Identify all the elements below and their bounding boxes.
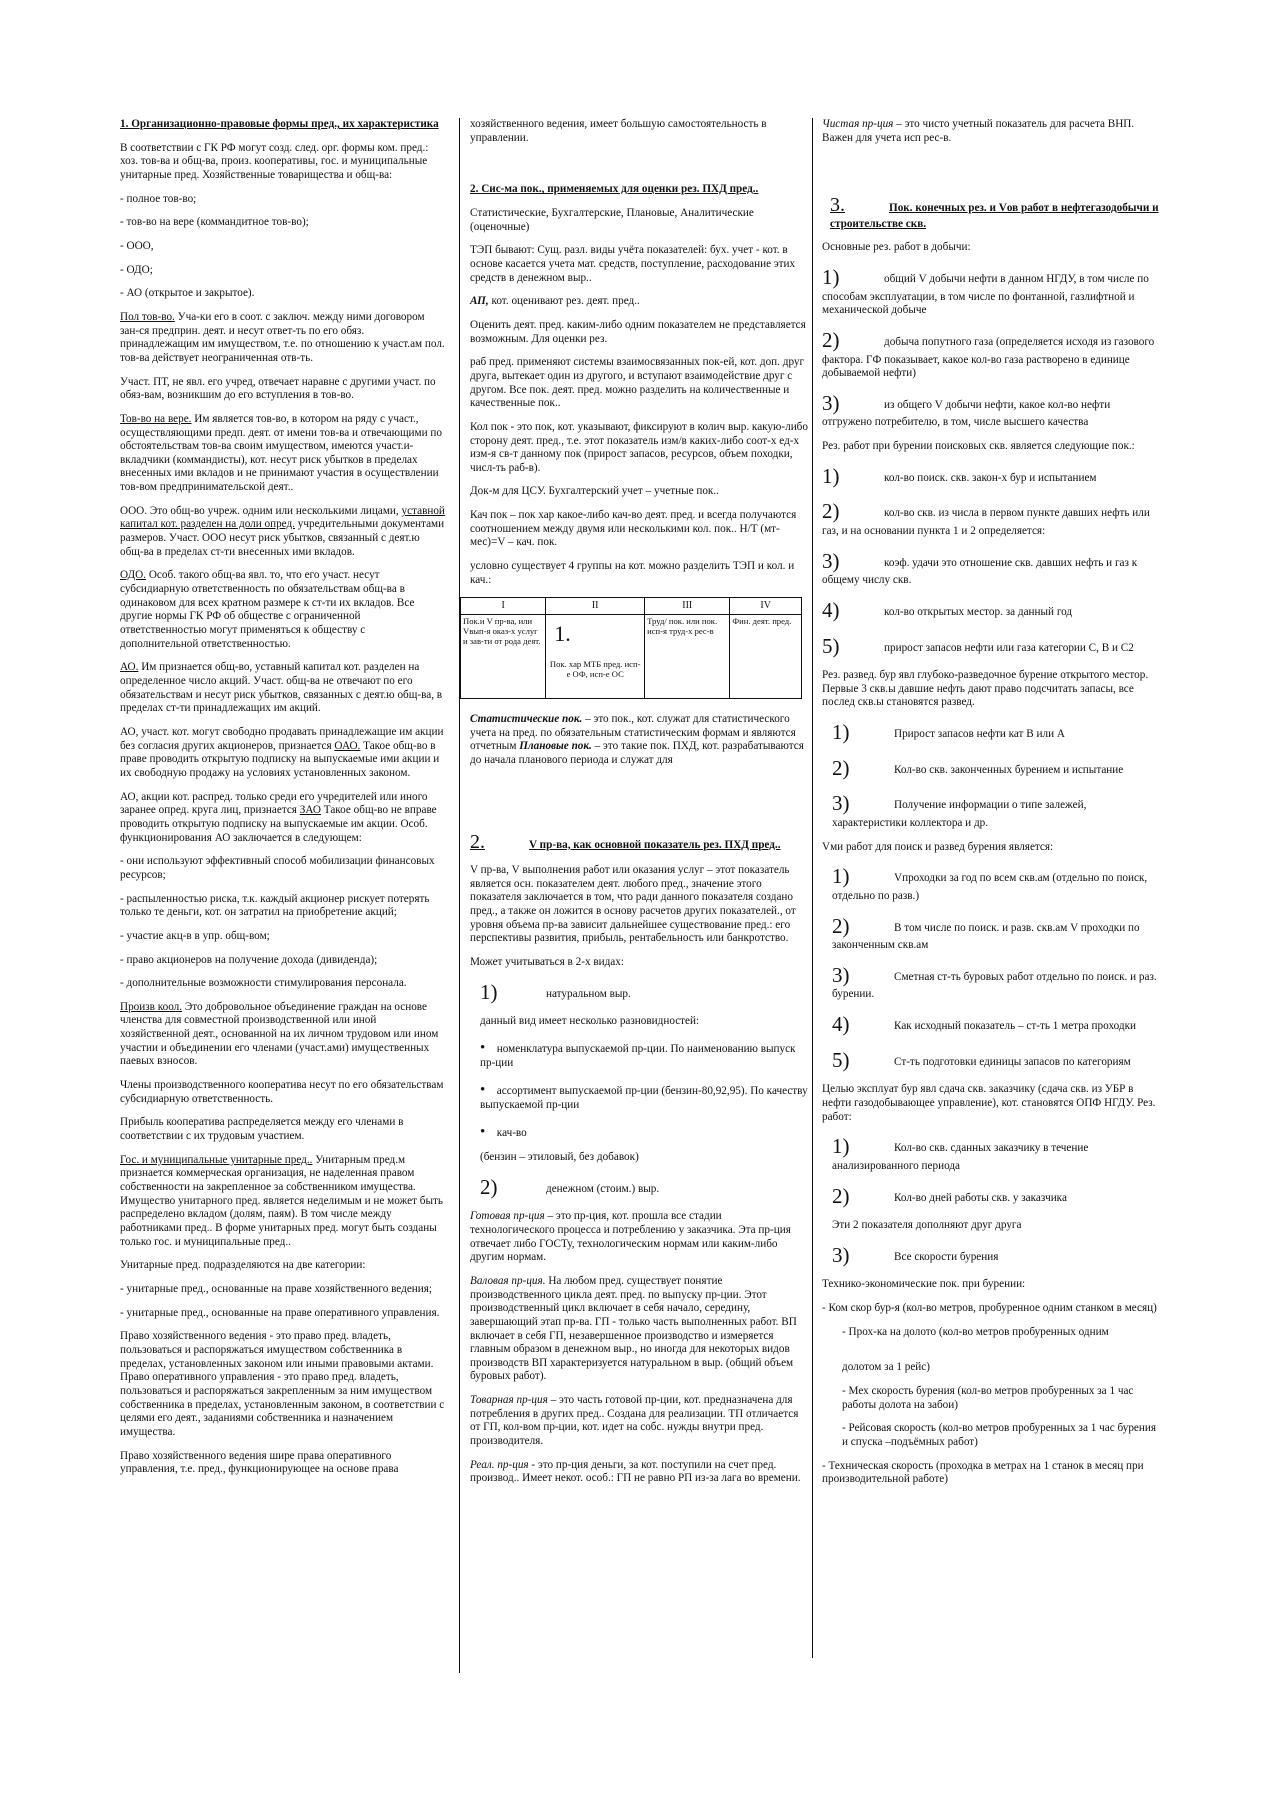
- numbered-item: 1) натуральном выр.: [480, 979, 631, 1004]
- table-header: IV: [730, 598, 802, 615]
- bullet-item: • кач-во: [480, 1123, 527, 1140]
- term: Чистая пр-ция: [822, 118, 894, 130]
- paragraph: данный вид имеет несколько разновидностей:: [480, 1015, 700, 1028]
- column-divider-left: [459, 118, 460, 1673]
- paragraph: Право хозяйственного ведения - это право пред. владеть, пользоваться и распоряжаться имуществом собственника в пределах, установленных законом или иными правовыми актами. Право оперативного управления - это право пред. владеть, пользоваться и распоряжаться закрепленным за ним имуществом собственника в пределах, установленным законом, в соответствии с целями его деят., заданиями собственника и назначением имущества.: [120, 1330, 445, 1438]
- intro-paragraph: В соответствии с ГК РФ могут созд. след. орг. формы ком. пред.: хоз. тов-ва и общ-ва, произ. кооперативы, гос. и муниципальные унитарные пред. Хозяйственные товарищества и общ-ва:: [120, 141, 429, 181]
- paragraph-pt: Пол тов-во. Уча-ки его в соот. с заключ. между ними договором зан-ся предприн. деят. и несут ответ-ть по его обяз. принадлежащим им имуществом, т.е. по отношению к участ.ам пол. тов-ва действует неограниченная отв-ть.: [120, 310, 445, 364]
- ao-feature: - распыленностью риска, т.к. каждый акционер рискует потерять только те деньги, кот. он затратил на приобретение акций;: [120, 892, 430, 919]
- paragraph: Участ. ПТ, не явл. его учред, отвечает наравне с другими участ. по обяз-вам, возникшим до его вступления в тов-во.: [120, 375, 436, 402]
- term: ОДО.: [120, 569, 147, 582]
- ao-feature: - они используют эффективный способ мобилизации финансовых ресурсов;: [120, 855, 435, 881]
- paragraph-tv: Тов-во на вере. Им является тов-во, в котором на ряду с участ., осуществляющими предп. деят. от имени тов-ва и отвечающими по обстоятельствам тов-ва своим имуществом, имеются участ.и-вкладчики (коммандисты), кот. несут риск убытков в пределах внесенных ими вкладов и не принимают участия в осуществлении тов-вом предпринимательской деят..: [120, 412, 442, 494]
- up-category: - унитарные пред., основанные на праве оперативного управления.: [120, 1306, 440, 1319]
- numbered-item: 3) Все скорости бурения: [832, 1242, 999, 1267]
- paragraph: Целью эксплуат бур явл сдача скв. заказчику (сдача скв. из УБР в нефти газодобывающее управление), кот. становятся ОПФ НГДУ. Рез. работ:: [822, 1083, 1156, 1123]
- term: Произв коол.: [120, 1000, 183, 1013]
- term: Статистические пок.: [470, 712, 583, 725]
- bullet-item: • ассортимент выпускаемой пр-ции (бензин-80,92,95). По качеству выпускаемой пр-ции: [480, 1081, 808, 1112]
- paragraph: Эти 2 показателя дополняют друг друга: [832, 1219, 1022, 1232]
- form-item: - ОДО;: [120, 263, 153, 276]
- numbered-item: 2) денежном (стоим.) выр.: [480, 1174, 660, 1199]
- form-item: - АО (открытое и закрытое).: [120, 287, 255, 300]
- paragraph-oao: АО, участ. кот. могут свободно продавать принадлежащие им акции без согласия других акционеров, признается ОАО. Такое общ-во в праве проводить открытую подписку на выпускаемые ими акции и их свободную продажу на условиях установленных законом.: [120, 725, 444, 779]
- numbered-item: 2) Кол-во скв. законченных бурением и испытание: [832, 755, 1124, 780]
- speed-item: - Прох-ка на долото (кол-во метров пробуренных одним: [842, 1325, 1109, 1338]
- numbered-item: 5) Ст-ть подготовки единицы запасов по категориям: [832, 1047, 1131, 1072]
- paragraph: Прибыль кооператива распределяется между его членами в соответствии с их трудовым участием.: [120, 1116, 404, 1143]
- paragraph-pk: Произв коол. Это добровольное объединение граждан на основе членства для совместной производственной или иной хозяйственной деят., основанной на их личном трудовом или ином участии и объединении его членами (участ.ами) имущественных паевых взносов.: [120, 1000, 439, 1068]
- numbered-item: 4) Как исходный показатель – ст-ть 1 метра проходки: [832, 1012, 1137, 1037]
- paragraph-gp: Готовая пр-ция – это пр-ция, кот. прошла все стадии технологического процесса и потреблению у заказчика. Эта пр-ция отвечает либо ГОСТу, технологическим нормам или каким-либо другим нормам.: [470, 1210, 791, 1264]
- paragraph-odo: ОДО. Особ. такого общ-ва явл. то, что его участ. несут субсидиарную ответственность по обязательствам общ-ва в одинаковом для всех кратном размере к ст-ти их вкладов. Все другие нормы ГК РФ об обществе с ограниченной ответственностью могут применяться к обществу с дополнительной ответственностью.: [120, 569, 415, 650]
- form-item: - ООО,: [120, 239, 154, 252]
- term: ОАО.: [334, 739, 361, 752]
- speed-item: долотом за 1 рейс): [842, 1361, 930, 1374]
- paragraph: Рез. развед. бур явл глубоко-разведочное бурение открытого местор. Первые 3 скв.ы давшие нефть дают право подсчитать запасы, все послед скв.ы становятся развед.: [822, 669, 1149, 709]
- paragraph-ooo: ООО. Это общ-во учреж. одним или несколькими лицами, уставной капитал кот. разделен на доли опред. учредительными документами размеров. Участ. ООО несут риск убытков, связанный с деят.ю общ-ва в пределах ст-ти внесенных ими вкладов.: [120, 504, 445, 558]
- numbered-item: 2) кол-во скв. из числа в первом пункте давших нефть или газ, и на основании пункта 1 и 2 определяется:: [822, 499, 1150, 537]
- continued-text: хозяйственного ведения, имеет большую самостоятельность в управлении.: [470, 118, 767, 144]
- up-category: - унитарные пред., основанные на праве хозяйственного ведения;: [120, 1282, 433, 1295]
- paragraph-vp: Валовая пр-ция. На любом пред. существует понятие производственного цикла деят. пред. по выпуску пр-ции. Этот производственный цикл включает в себя начало, середину, завершающий этап пр-ва. ГП - только часть выполненных работ. ВП включает в себя ГП, незавершенное производство и измеряется главным образом в денежном выр., но иногда для некоторых видов производств ВП характеризуется натуральном в выр. (общий объем буровых работ).: [470, 1274, 797, 1383]
- paragraph: ТЭП бывают: Сущ. разл. виды учёта показателей: бух. учет - кот. в основе касается учета мат. средств, поступление, расходование этих средств в денежном выр..: [470, 244, 796, 284]
- paragraph: Право хозяйственного ведения шире права оперативного управления, т.е. пред., функционирующее на основе права: [120, 1449, 399, 1476]
- numbered-item: 3) Получение информации о типе залежей, характеристики коллектора и др.: [832, 791, 1087, 829]
- term: АО.: [120, 661, 139, 674]
- indicator-groups-table: [460, 597, 802, 699]
- numbered-item: 4) кол-во открытых местор. за данный год: [822, 597, 1073, 622]
- table-cell: Фин. деят. пред.: [730, 614, 802, 698]
- term: Плановые пок.: [519, 740, 592, 753]
- paragraph-tp: Товарная пр-ция – это часть готовой пр-ции, кот. предназначена для потребления в других пред.. Создана для реализации. ТП отличается от ГП, кол-вом пр-ции, кот. идет на собс. нужды внутри пред. производителя.: [470, 1394, 799, 1448]
- numbered-item: 5) прирост запасов нефти или газа категории C, B и C2: [822, 633, 1134, 658]
- section-1-title: 1. Организационно-правовые формы пред., их характеристика: [120, 118, 439, 130]
- form-item: - полное тов-во;: [120, 192, 197, 205]
- ao-feature: - участие акц-в в упр. общ-вом;: [120, 929, 270, 942]
- ao-feature: - дополнительные возможности стимулирования персонала.: [120, 977, 407, 990]
- column-3: [822, 118, 1162, 1497]
- table-cell: 1. Пок. хар МТБ пред. исп-е ОФ, исп-е ОС: [546, 614, 645, 698]
- section-4-title: 3. Пок. конечных рез. и Vов работ в нефтегазодобычи и строительстве скв.: [830, 194, 1159, 230]
- paragraph: Основные рез. работ в добычи:: [822, 241, 971, 254]
- paragraph: Оценить деят. пред. каким-либо одним показателем не представляется возможным. Для оценки рез.: [470, 318, 806, 345]
- numbered-item: 2) Кол-во дней работы скв. у заказчика: [832, 1183, 1067, 1208]
- numbered-item: 3) Сметная ст-ть буровых работ отдельно по поиск. и раз. бурении.: [832, 962, 1157, 1001]
- numbered-item: 1) общий V добычи нефти в данном НГДУ, в том числе по способам эксплуатации, в том числе по фонтанной, газлифтной и механической добыче: [822, 265, 1149, 317]
- column-2: [463, 118, 808, 1496]
- speed-item: - Техническая скорость (проходка в метрах на 1 станок в месяц при производительной работе): [822, 1459, 1144, 1486]
- paragraph: раб пред. применяют системы взаимосвязанных пок-ей, кот. доп. друг друга, вытекает один из другого, и вступают взаимодействие друг с другом. Все пок. деят. пред. можно разделить на количественные и качественные пок..: [470, 356, 805, 410]
- paragraph-gup: Гос. и муниципальные унитарные пред.. Унитарным пред.м признается коммерческая организация, не наделенная правом собственности на закрепленное за собственником имущества. Имущество унитарного пред. является неделимым и не может быть распределено вкладом (долям, паям). В том числе между работниками пред.. В форме унитарных пред. могут быть созданы только гос. и муниципальные пред..: [120, 1153, 443, 1248]
- table-header: II: [546, 598, 645, 615]
- form-item: - тов-во на вере (коммандитное тов-во);: [120, 216, 309, 229]
- section-2-title: 2. Сис-ма пок., применяемых для оценки рез. ПХД пред..: [470, 183, 759, 196]
- paragraph: V пр-ва, V выполнения работ или оказания услуг – этот показатель является осн. показателем деят. любого пред., значение этого показателя заключается в том, что ради данного показателя создано пред., а также он ложится в основу расчетов других показателей., от уровня объема пр-ва зависит дальнейшее существование пред.: его перспективы развития, прибыль, рентабельность или банкротство.: [470, 863, 796, 945]
- term: Тов-во на вере.: [120, 412, 192, 425]
- term: Реал. пр-ция: [470, 1458, 529, 1471]
- numbered-item: 1) Прирост запасов нефти кат B или A: [832, 720, 1065, 745]
- paragraph: (бензин – этиловый, без добавок): [480, 1150, 639, 1163]
- paragraph-cp: Чистая пр-ция – это чисто учетный показатель для расчета ВНП. Важен для учета исп рес-в.: [822, 118, 1135, 144]
- paragraph: Кол пок - это пок, кот. указывают, фиксируют в колич выр. какую-либо сторону деят. пред., т.е. этот показатель изм/в каких-либо соот-х ед-х изм-я св-т данному пок (прирост запасов, ресурсов, объем походки, числ-ть раб-в).: [470, 420, 808, 474]
- numbered-item: 1) кол-во поиск. скв. закон-х бур и испытанием: [822, 463, 1097, 488]
- paragraph: Vми работ для поиск и развед бурения является:: [822, 840, 1054, 853]
- bullet-item: • номенклатура выпускаемой пр-ции. По наименованию выпуск пр-ции: [480, 1039, 796, 1070]
- term: Пол тов-во.: [120, 310, 175, 323]
- numbered-item: 1) Кол-во скв. сданных заказчику в течение анализированного периода: [832, 1134, 1089, 1172]
- paragraph: Статистические, Бухгалтерские, Плановые, Аналитические (оценочные): [470, 206, 754, 233]
- numbered-item: 3) из общего V добычи нефти, какое кол-во нефти отгружено потребителю, в том, числе высшего качества: [822, 390, 1111, 429]
- speed-item: - Рейсовая скорость (кол-во метров пробуренных за 1 час бурения и спуска –подъёмных работ): [842, 1422, 1157, 1448]
- speed-item: - Ком скор бур-я (кол-во метров, пробуренное одним станком в месяц): [822, 1302, 1157, 1315]
- term: Готовая пр-ция: [470, 1210, 545, 1223]
- table-header: I: [461, 598, 546, 615]
- paragraph: условно существует 4 группы на кот. можно разделить ТЭП и кол. и кач.:: [470, 560, 795, 586]
- term: Гос. и муниципальные унитарные пред..: [120, 1153, 313, 1166]
- paragraph: Док-м для ЦСУ. Бухгалтерский учет – учетные пок..: [470, 485, 719, 498]
- paragraph-stat: Статистические пок. – это пок., кот. служат для статистического учета на пред. по обязательным статистическим формам и являются отчетным Плановые пок. – это такие пок. ПХД, кот. разрабатываются до начала планового периода и служат для: [470, 712, 804, 766]
- paragraph: Кач пок – пок хар какое-либо кач-во деят. пред. и всегда получаются соотношением между двумя или несколькими кол. пок.. Н/Т (мт-мес)=V – кач. пок.: [470, 509, 797, 549]
- speed-item: - Мех скорость бурения (кол-во метров пробуренных за 1 час работы долота на забои): [842, 1385, 1134, 1411]
- paragraph: Члены производственного кооператива несут по его обязательствам субсидиарную ответственность.: [120, 1079, 444, 1105]
- ao-feature: - право акционеров на получение дохода (дивиденда);: [120, 953, 378, 966]
- column-divider-right: [812, 118, 813, 1658]
- term: Товарная пр-ция: [470, 1394, 548, 1407]
- paragraph: Рез. работ при бурении поисковых скв. является следующие пок.:: [822, 440, 1135, 453]
- table-header: III: [645, 598, 730, 615]
- numbered-item: 2) В том числе по поиск. и разв. скв.ам V проходки по законченным скв.ам: [832, 913, 1140, 952]
- column-1: [120, 118, 446, 1487]
- paragraph-zao: АО, акции кот. распред. только среди его учредителей или иного заранее опред. круга лиц, признается ЗАО Такое общ-во не вправе проводить открытую подписку на выпускаемые им акции. Особ. функционирования АО заключается в следующем:: [120, 790, 437, 844]
- paragraph-ao: АО. Им признается общ-во, уставный капитал кот. разделен на определенное число акций. Участ. общ-ва не отвечают по его обязательствам и несут риск убытков, связанных с деят.ю общ-ва, в пределах ст-ти принадлежащих им акций.: [120, 661, 443, 715]
- paragraph: Может учитываться в 2-х видах:: [470, 955, 624, 968]
- term: АП,: [470, 295, 489, 308]
- table-cell: Пок.и V пр-ва, или Vвып-я оказ-х услуг и зав-ти от рода деят.: [461, 614, 546, 698]
- paragraph: Технико-экономические пок. при бурении:: [822, 1278, 1026, 1291]
- section-3-title: 2. V пр-ва, как основной показатель рез. ПХД пред..: [470, 830, 781, 853]
- term: ЗАО: [299, 804, 321, 817]
- paragraph-ap: АП, кот. оценивают рез. деят. пред..: [470, 295, 640, 308]
- table-cell: Труд/ пок. или пок. исп-я труд-х рес-в: [645, 614, 730, 698]
- numbered-item: 3) коэф. удачи это отношение скв. давших нефть и газ к общему числу скв.: [822, 548, 1138, 587]
- paragraph-rp: Реал. пр-ция - это пр-ция деньги, за кот. поступили на счет пред. производ.. Имеет некот. особ.: ГП не равно РП из-за лага во времени.: [470, 1458, 801, 1485]
- numbered-item: 1) Vпроходки за год по всем скв.ам (отдельно по поиск, отдельно по разв.): [832, 864, 1148, 902]
- paragraph: Унитарные пред. подразделяются на две категории:: [120, 1259, 366, 1272]
- numbered-item: 2) добыча попутного газа (определяется исходя из газового фактора. ГФ показывает, какое кол-во газа растворено в единице добываемой нефти): [822, 327, 1155, 380]
- term: Валовая пр-ция.: [470, 1274, 546, 1287]
